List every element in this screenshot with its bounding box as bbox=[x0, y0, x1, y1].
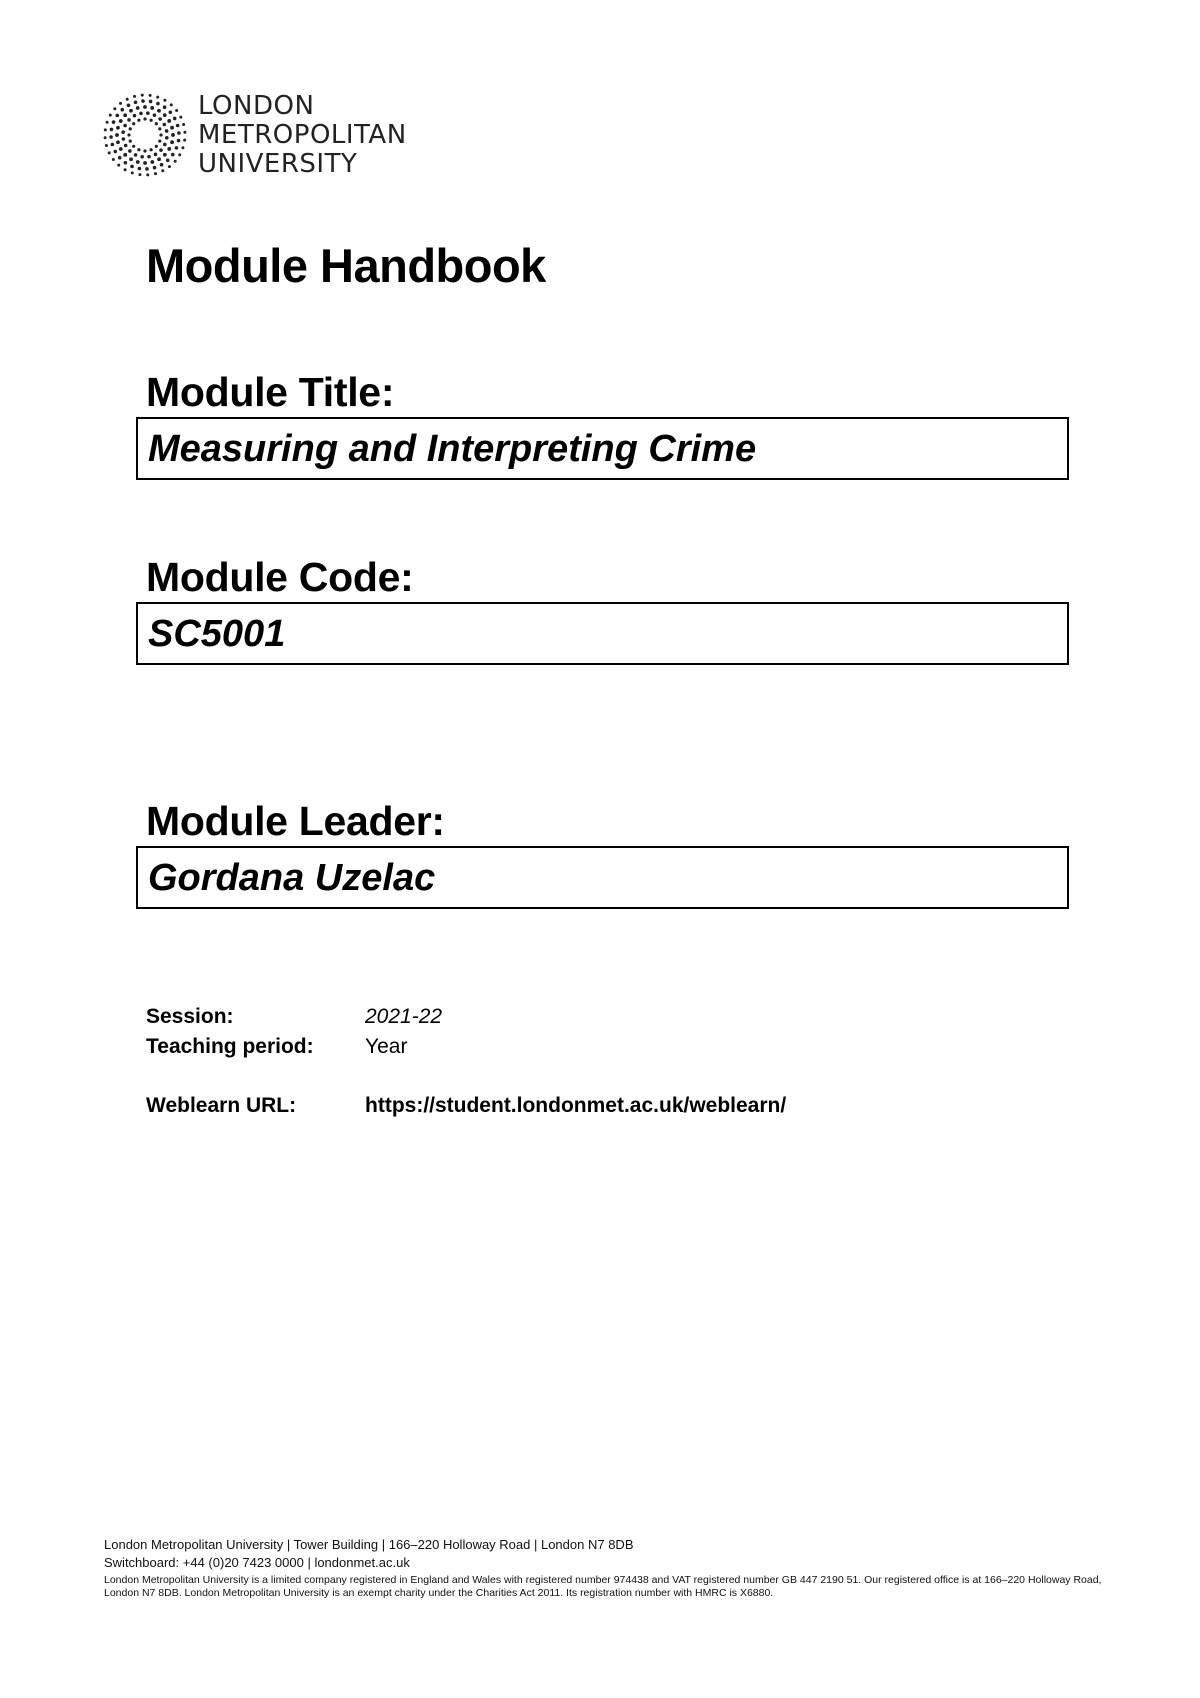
document-title: Module Handbook bbox=[146, 239, 546, 292]
module-title-label: Module Title: bbox=[146, 369, 395, 415]
page-footer bbox=[104, 1536, 1104, 1600]
module-code-value: SC5001 bbox=[148, 613, 286, 655]
teaching-period-value: Year bbox=[365, 1035, 408, 1058]
module-leader-box bbox=[136, 846, 1069, 909]
footer-address: London Metropolitan University | Tower Building | 166–220 Holloway Road | London N7 8DB bbox=[104, 1537, 634, 1552]
footer-contact: Switchboard: +44 (0)20 7423 0000 | londonmet.ac.uk bbox=[104, 1555, 410, 1570]
logo-wordmark bbox=[198, 92, 407, 179]
footer-legal-text: London Metropolitan University is a limited company registered in England and Wales with registered number 974438 and VAT registered number GB 447 2190 51. Our registered office is at 166–220 Holloway Road, London N7 8DB. London Metropolitan University is an exempt charity under the Charities Act 2011. Its registration number with HMRC is X6880. bbox=[104, 1574, 1102, 1599]
module-leader-value: Gordana Uzelac bbox=[148, 857, 436, 899]
module-leader-label: Module Leader: bbox=[146, 798, 445, 844]
module-title-box bbox=[136, 417, 1069, 480]
session-value: 2021-22 bbox=[365, 1005, 443, 1028]
logo-line-3: UNIVERSITY bbox=[198, 149, 358, 179]
module-code-label: Module Code: bbox=[146, 554, 414, 600]
university-logo bbox=[100, 90, 460, 185]
session-label: Session: bbox=[146, 1005, 234, 1028]
weblearn-url-label: Weblearn URL: bbox=[146, 1094, 297, 1117]
logo-line-1: LONDON bbox=[198, 91, 315, 121]
weblearn-url-link[interactable]: https://student.londonmet.ac.uk/weblearn/ bbox=[365, 1094, 787, 1117]
logo-line-2: METROPOLITAN bbox=[198, 120, 407, 150]
starburst-logo-icon bbox=[100, 90, 190, 180]
teaching-period-label: Teaching period: bbox=[146, 1035, 314, 1058]
module-code-box bbox=[136, 602, 1069, 665]
module-title-value: Measuring and Interpreting Crime bbox=[148, 428, 757, 470]
